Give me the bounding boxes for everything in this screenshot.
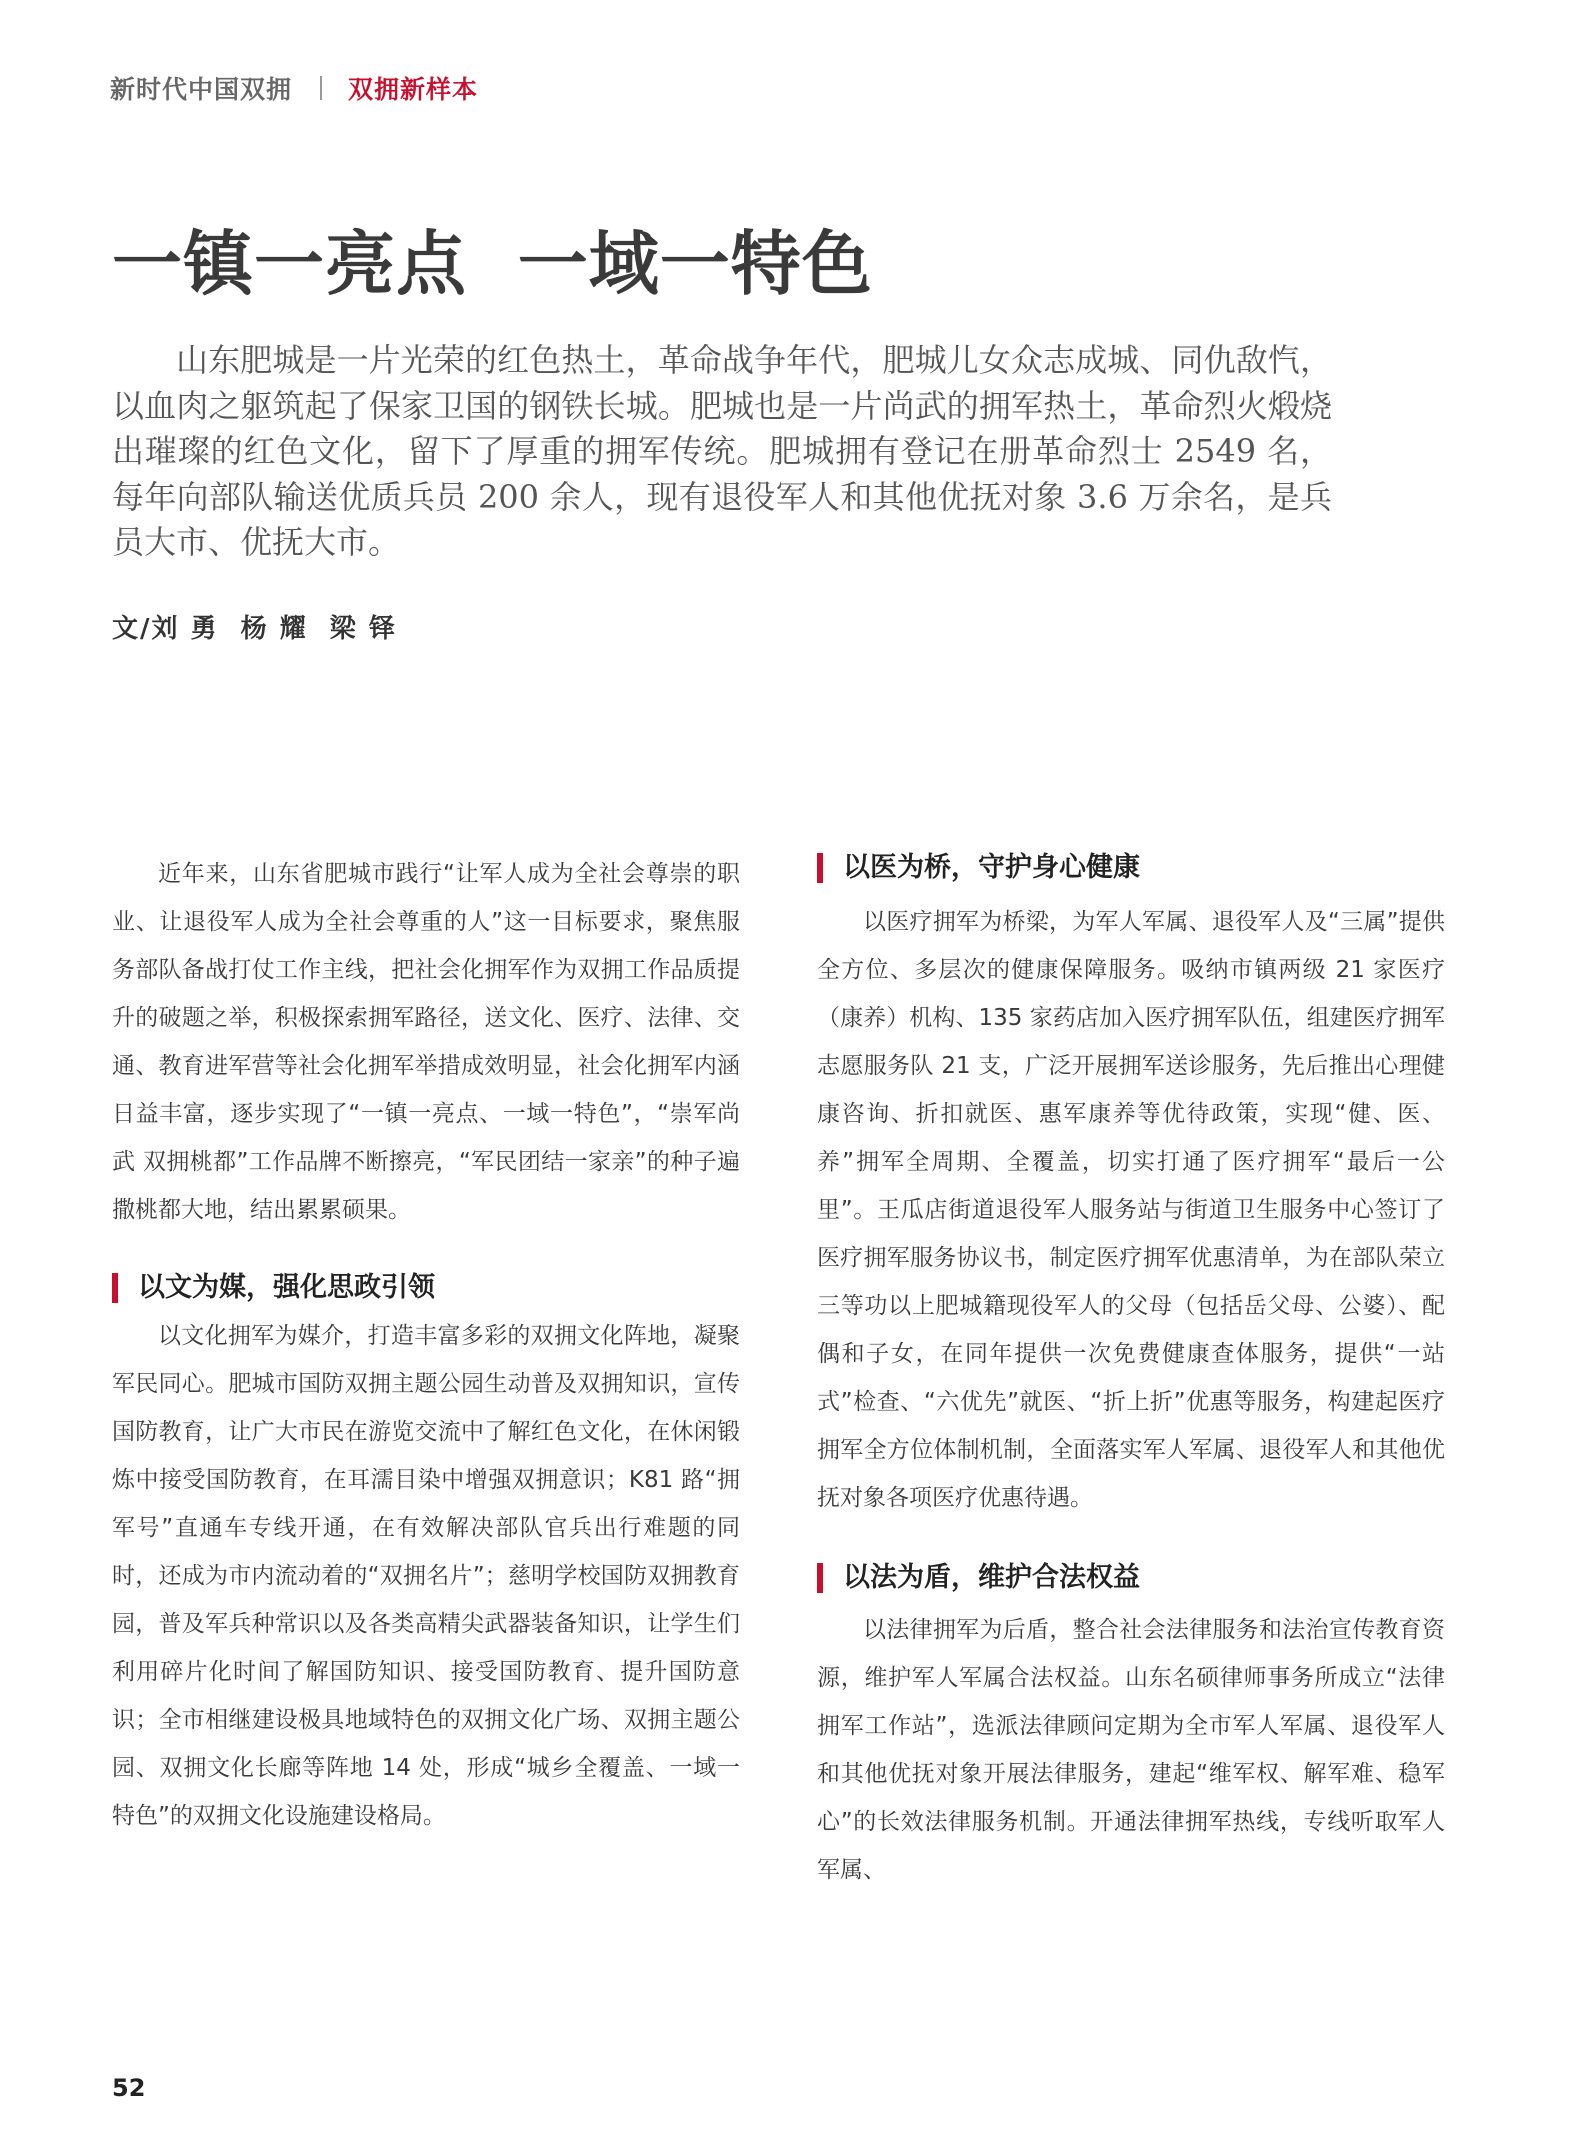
section-body-medical: 以医疗拥军为桥梁，为军人军属、退役军人及“三属”提供全方位、多层次的健康保障服务。吸纳市镇两级 21 家医疗（康养）机构、135 家药店加入医疗拥军队伍，组建医疗拥军志愿服务队 21 支，广泛开展拥军送诊服务，先后推出心理健康咨询、折扣就医、惠军康养等优待政策，实现“健、医、养”拥军全周期、全覆盖，切实打通了医疗拥军“最后一公里”。王瓜店街道退役军人服务站与街道卫生服务中心签订了医疗拥军服务协议书，制定医疗拥军优惠清单，为在部队荣立三等功以上肥城籍现役军人的父母（包括岳父母、公婆）、配偶和子女，在同年提供一次免费健康查体服务，提供“一站式”检查、“六优先”就医、“折上折”优惠等服务，构建起医疗拥军全方位体制机制，全面落实军人军属、退役军人和其他优抚对象各项医疗优惠待遇。 (817, 909, 1445, 1511)
section-heading-medical (817, 848, 1445, 888)
section-body-culture: 以文化拥军为媒介，打造丰富多彩的双拥文化阵地，凝聚军民同心。肥城市国防双拥主题公园生动普及双拥知识，宣传国防教育，让广大市民在游览交流中了解红色文化，在休闲锻炼中接受国防教育，在耳濡目染中增强双拥意识；K81 路“拥军号”直通车专线开通，在有效解决部队官兵出行难题的同时，还成为市内流动着的“双拥名片”；慈明学校国防双拥教育园，普及军兵种常识以及各类高精尖武器装备知识，让学生们利用碎片化时间了解国防知识、接受国防教育、提升国防意识；全市相继建设极具地域特色的双拥文化广场、双拥主题公园、双拥文化长廊等阵地 14 处，形成“城乡全覆盖、一域一特色”的双拥文化设施建设格局。 (112, 1323, 740, 1829)
magazine-series-name: 新时代中国双拥 (110, 75, 293, 104)
intro-paragraph: 近年来，山东省肥城市践行“让军人成为全社会尊崇的职业、让退役军人成为全社会尊重的人”这一目标要求，聚焦服务部队备战打仗工作主线，把社会化拥军作为双拥工作品质提升的破题之举，积极探索拥军路径，送文化、医疗、法律、交通、教育进军营等社会化拥军举措成效明显，社会化拥军内涵日益丰富，逐步实现了“一镇一亮点、一域一特色”，“崇军尚武 双拥桃都”工作品牌不断擦亮，“军民团结一家亲”的种子遍撒桃都大地，结出累累硕果。 (112, 861, 740, 1223)
heading-accent-bar (112, 1273, 118, 1303)
section-heading-culture (112, 1268, 740, 1308)
heading-accent-bar (817, 1563, 823, 1593)
heading-accent-bar (817, 853, 823, 883)
section-heading-text: 以文为媒，强化思政引领 (138, 1272, 435, 1303)
right-column (817, 848, 1445, 1894)
article-lead: 山东肥城是一片光荣的红色热土，革命战争年代，肥城儿女众志成城、同仇敌忾，以血肉之躯筑起了保家卫国的钢铁长城。肥城也是一片尚武的拥军热土，革命烈火煅烧出璀璨的红色文化，留下了厚重的拥军传统。肥城拥有登记在册革命烈士 2549 名，每年向部队输送优质兵员 200 余人，现有退役军人和其他优抚对象 3.6 万余名，是兵员大市、优抚大市。 (112, 341, 1332, 561)
section-body-legal: 以法律拥军为后盾，整合社会法律服务和法治宣传教育资源，维护军人军属合法权益。山东名硕律师事务所成立“法律拥军工作站”，选派法律顾问定期为全市军人军属、退役军人和其他优抚对象开展法律服务，建起“维军权、解军难、稳军心”的长效法律服务机制。开通法律拥军热线，专线听取军人军属、 (817, 1617, 1445, 1883)
byline: 文/刘 勇 杨 耀 梁 铎 (112, 614, 397, 644)
section-heading-text: 以法为盾，维护合法权益 (843, 1562, 1140, 1593)
running-header (110, 70, 478, 106)
section-heading-legal (817, 1558, 1445, 1598)
page-number: 52 (112, 2074, 146, 2102)
header-divider (320, 76, 322, 100)
article-title: 一镇一亮点 一域一特色 (112, 222, 873, 305)
left-column (112, 850, 740, 1840)
column-name: 双拥新样本 (348, 75, 479, 104)
section-heading-text: 以医为桥，守护身心健康 (843, 852, 1140, 883)
